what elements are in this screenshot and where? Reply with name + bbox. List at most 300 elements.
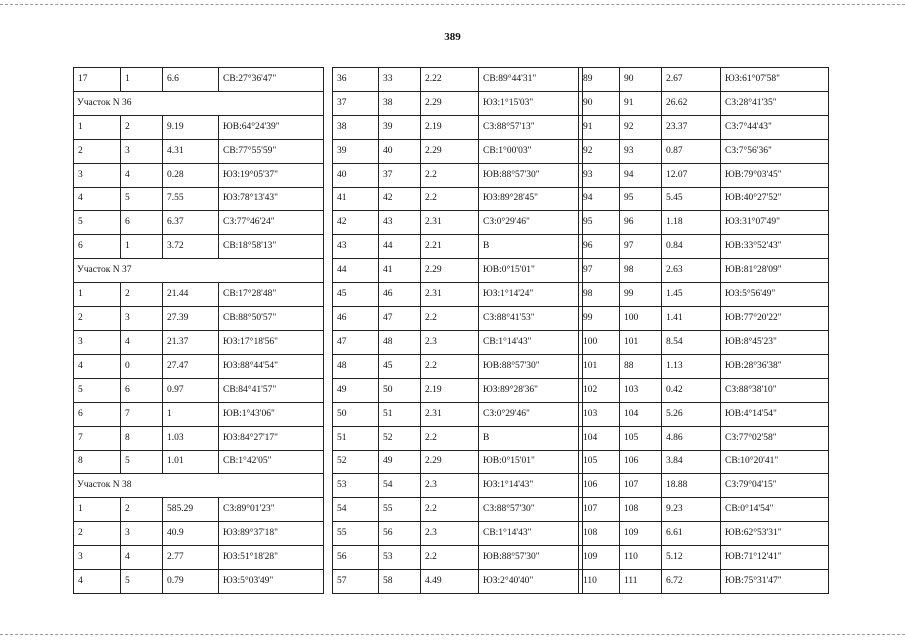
to-point-cell: 4 (121, 546, 163, 570)
bottom-edge-rule (0, 634, 905, 635)
to-point-cell: 106 (620, 450, 662, 474)
bearing-cell: ЮЗ:89°28'36" (479, 378, 583, 402)
length-cell: 27.47 (163, 354, 219, 378)
table-row (333, 498, 583, 522)
to-point-cell: 103 (620, 378, 662, 402)
to-point-cell: 6 (121, 378, 163, 402)
length-cell: 2.31 (421, 402, 479, 426)
bearing-cell: ЮЗ:31°07'49" (721, 211, 829, 235)
to-point-cell: 4 (121, 330, 163, 354)
bearing-cell: ЮВ:8°45'23" (721, 330, 829, 354)
to-point-cell: 101 (620, 330, 662, 354)
length-cell: 9.23 (662, 498, 721, 522)
bearing-cell: СЗ:88°57'13" (479, 115, 583, 139)
bearing-cell: ЮВ:4°14'54" (721, 402, 829, 426)
bearing-cell: ЮВ:71°12'41" (721, 546, 829, 570)
to-point-cell: 96 (620, 211, 662, 235)
length-cell: 23.37 (662, 115, 721, 139)
length-cell: 2.2 (421, 354, 479, 378)
from-point-cell: 106 (579, 474, 620, 498)
table-row (579, 570, 829, 594)
bearing-cell: ЮВ:88°57'30" (479, 354, 583, 378)
from-point-cell: 110 (579, 570, 620, 594)
from-point-cell: 103 (579, 402, 620, 426)
bearing-cell: ЮЗ:78°13'43" (219, 187, 324, 211)
length-cell: 1.18 (662, 211, 721, 235)
length-cell: 5.26 (662, 402, 721, 426)
from-point-cell: 97 (579, 259, 620, 283)
table-row (74, 546, 324, 570)
section-row (74, 259, 324, 283)
bearing-cell: ЮВ:0°15'01" (479, 259, 583, 283)
length-cell: 2.31 (421, 283, 479, 307)
from-point-cell: 47 (333, 330, 379, 354)
length-cell: 40.9 (163, 522, 219, 546)
length-cell: 6.61 (662, 522, 721, 546)
bearing-cell: СВ:1°42'05" (219, 450, 324, 474)
bearing-cell: ЮЗ:84°27'17" (219, 426, 324, 450)
table-row (579, 330, 829, 354)
length-cell: 0.87 (662, 139, 721, 163)
length-cell: 18.88 (662, 474, 721, 498)
table-row (333, 91, 583, 115)
bearing-cell: СВ:1°00'03" (479, 139, 583, 163)
from-point-cell: 42 (333, 211, 379, 235)
to-point-cell: 49 (379, 450, 421, 474)
from-point-cell: 38 (333, 115, 379, 139)
table-row (74, 498, 324, 522)
length-cell: 27.39 (163, 307, 219, 331)
from-point-cell: 94 (579, 187, 620, 211)
table-row (74, 330, 324, 354)
to-point-cell: 44 (379, 235, 421, 259)
table-row (333, 570, 583, 594)
to-point-cell: 94 (620, 163, 662, 187)
table-row (579, 115, 829, 139)
from-point-cell: 51 (333, 426, 379, 450)
to-point-cell: 92 (620, 115, 662, 139)
length-cell: 5.12 (662, 546, 721, 570)
bearing-cell: СВ:1°14'43" (479, 330, 583, 354)
from-point-cell: 57 (333, 570, 379, 594)
from-point-cell: 52 (333, 450, 379, 474)
table-row (579, 91, 829, 115)
from-point-cell: 56 (333, 546, 379, 570)
to-point-cell: 93 (620, 139, 662, 163)
length-cell: 7.55 (163, 187, 219, 211)
to-point-cell: 3 (121, 307, 163, 331)
to-point-cell: 110 (620, 546, 662, 570)
to-point-cell: 45 (379, 354, 421, 378)
to-point-cell: 33 (379, 68, 421, 92)
from-point-cell: 1 (74, 283, 121, 307)
to-point-cell: 105 (620, 426, 662, 450)
table-row (333, 163, 583, 187)
table-row (74, 187, 324, 211)
table-row (333, 426, 583, 450)
bearing-cell: СЗ:89°01'23" (219, 498, 324, 522)
bearing-cell: ЮВ:40°27'52" (721, 187, 829, 211)
table-row (74, 450, 324, 474)
from-point-cell: 104 (579, 426, 620, 450)
bearing-cell: ЮВ:64°24'39" (219, 115, 324, 139)
length-cell: 21.37 (163, 330, 219, 354)
length-cell: 6.72 (662, 570, 721, 594)
to-point-cell: 1 (121, 235, 163, 259)
from-point-cell: 99 (579, 307, 620, 331)
length-cell: 585.29 (163, 498, 219, 522)
bearing-cell: СВ:1°14'43" (479, 522, 583, 546)
to-point-cell: 107 (620, 474, 662, 498)
to-point-cell: 104 (620, 402, 662, 426)
to-point-cell: 98 (620, 259, 662, 283)
from-point-cell: 100 (579, 330, 620, 354)
to-point-cell: 46 (379, 283, 421, 307)
length-cell: 2.19 (421, 115, 479, 139)
length-cell: 2.29 (421, 139, 479, 163)
from-point-cell: 53 (333, 474, 379, 498)
table-row (74, 283, 324, 307)
bearing-cell: ЮВ:77°20'22" (721, 307, 829, 331)
bearing-cell: ЮВ:62°53'31" (721, 522, 829, 546)
to-point-cell: 38 (379, 91, 421, 115)
section-row (74, 474, 324, 498)
table-row (333, 378, 583, 402)
to-point-cell: 5 (121, 450, 163, 474)
bearing-cell: ЮЗ:89°28'45" (479, 187, 583, 211)
from-point-cell: 3 (74, 546, 121, 570)
from-point-cell: 17 (74, 68, 121, 92)
to-point-cell: 2 (121, 498, 163, 522)
table-row (333, 546, 583, 570)
to-point-cell: 50 (379, 378, 421, 402)
to-point-cell: 6 (121, 211, 163, 235)
from-point-cell: 2 (74, 307, 121, 331)
length-cell: 2.19 (421, 378, 479, 402)
length-cell: 2.2 (421, 163, 479, 187)
length-cell: 0.84 (662, 235, 721, 259)
bearing-cell: ЮЗ:61°07'58" (721, 68, 829, 92)
page-number: 389 (444, 31, 461, 43)
to-point-cell: 42 (379, 187, 421, 211)
bearing-cell: В (479, 235, 583, 259)
table-row (333, 307, 583, 331)
table-row (74, 522, 324, 546)
to-point-cell: 52 (379, 426, 421, 450)
table-row (74, 307, 324, 331)
table-row (74, 378, 324, 402)
table-row (74, 115, 324, 139)
length-cell: 9.19 (163, 115, 219, 139)
from-point-cell: 107 (579, 498, 620, 522)
to-point-cell: 3 (121, 139, 163, 163)
to-point-cell: 43 (379, 211, 421, 235)
length-cell: 1.01 (163, 450, 219, 474)
table-row (579, 522, 829, 546)
length-cell: 2.3 (421, 330, 479, 354)
bearing-cell: СВ:84°41'57" (219, 378, 324, 402)
to-point-cell: 99 (620, 283, 662, 307)
length-cell: 0.97 (163, 378, 219, 402)
bearing-cell: СЗ:88°38'10" (721, 378, 829, 402)
from-point-cell: 6 (74, 235, 121, 259)
from-point-cell: 50 (333, 402, 379, 426)
from-point-cell: 109 (579, 546, 620, 570)
bearing-cell: ЮЗ:1°14'43" (479, 474, 583, 498)
bearing-cell: СЗ:0°29'46" (479, 402, 583, 426)
to-point-cell: 47 (379, 307, 421, 331)
to-point-cell: 53 (379, 546, 421, 570)
length-cell: 3.84 (662, 450, 721, 474)
table-column-block-1 (73, 67, 323, 594)
table-row (333, 211, 583, 235)
to-point-cell: 100 (620, 307, 662, 331)
to-point-cell: 40 (379, 139, 421, 163)
to-point-cell: 3 (121, 522, 163, 546)
length-cell: 2.21 (421, 235, 479, 259)
bearing-cell: ЮВ:28°36'38" (721, 354, 829, 378)
table-row (74, 402, 324, 426)
length-cell: 8.54 (662, 330, 721, 354)
table-row (579, 450, 829, 474)
table-row (333, 68, 583, 92)
table-row (333, 474, 583, 498)
from-point-cell: 95 (579, 211, 620, 235)
bearing-cell: ЮВ:88°57'30" (479, 163, 583, 187)
from-point-cell: 55 (333, 522, 379, 546)
length-cell: 4.31 (163, 139, 219, 163)
from-point-cell: 48 (333, 354, 379, 378)
from-point-cell: 43 (333, 235, 379, 259)
bearing-cell: СЗ:0°29'46" (479, 211, 583, 235)
from-point-cell: 89 (579, 68, 620, 92)
length-cell: 2.2 (421, 546, 479, 570)
table-row (74, 163, 324, 187)
table-row (74, 354, 324, 378)
bearing-cell: ЮЗ:1°15'03" (479, 91, 583, 115)
from-point-cell: 96 (579, 235, 620, 259)
table-row (333, 450, 583, 474)
length-cell: 4.86 (662, 426, 721, 450)
table-row (333, 402, 583, 426)
table-row (74, 139, 324, 163)
table-row (579, 307, 829, 331)
table-row (579, 187, 829, 211)
length-cell: 21.44 (163, 283, 219, 307)
top-edge-rule (0, 4, 905, 5)
bearing-cell: СЗ:77°46'24" (219, 211, 324, 235)
table-row (333, 115, 583, 139)
length-cell: 2.77 (163, 546, 219, 570)
plot-section-header: Участок N 38 (74, 474, 324, 498)
table-row (333, 139, 583, 163)
bearing-cell: СВ:18°58'13" (219, 235, 324, 259)
length-cell: 2.29 (421, 450, 479, 474)
from-point-cell: 4 (74, 354, 121, 378)
bearing-cell: СВ:17°28'48" (219, 283, 324, 307)
length-cell: 2.2 (421, 307, 479, 331)
length-cell: 2.31 (421, 211, 479, 235)
from-point-cell: 5 (74, 211, 121, 235)
table-row (579, 283, 829, 307)
to-point-cell: 111 (620, 570, 662, 594)
to-point-cell: 7 (121, 402, 163, 426)
bearing-cell: СВ:10°20'41" (721, 450, 829, 474)
from-point-cell: 108 (579, 522, 620, 546)
bearing-cell: ЮЗ:17°18'56" (219, 330, 324, 354)
from-point-cell: 39 (333, 139, 379, 163)
table-row (333, 354, 583, 378)
table-row (579, 139, 829, 163)
length-cell: 6.37 (163, 211, 219, 235)
from-point-cell: 1 (74, 498, 121, 522)
from-point-cell: 102 (579, 378, 620, 402)
to-point-cell: 51 (379, 402, 421, 426)
from-point-cell: 7 (74, 426, 121, 450)
bearing-cell: СЗ:28°41'35" (721, 91, 829, 115)
table-row (579, 402, 829, 426)
to-point-cell: 88 (620, 354, 662, 378)
plot-section-header: Участок N 37 (74, 259, 324, 283)
length-cell: 2.29 (421, 259, 479, 283)
bearing-cell: ЮВ:1°43'06" (219, 402, 324, 426)
bearing-cell: СЗ:7°44'43" (721, 115, 829, 139)
to-point-cell: 109 (620, 522, 662, 546)
from-point-cell: 3 (74, 330, 121, 354)
bearing-cell: ЮЗ:88°44'54" (219, 354, 324, 378)
length-cell: 2.3 (421, 522, 479, 546)
length-cell: 1.13 (662, 354, 721, 378)
to-point-cell: 0 (121, 354, 163, 378)
table-block (332, 67, 583, 594)
table-column-block-3 (578, 67, 828, 594)
from-point-cell: 1 (74, 115, 121, 139)
survey-table (73, 67, 823, 594)
table-row (579, 259, 829, 283)
table-row (333, 330, 583, 354)
table-block (578, 67, 829, 594)
table-row (333, 522, 583, 546)
to-point-cell: 5 (121, 570, 163, 594)
length-cell: 2.63 (662, 259, 721, 283)
to-point-cell: 97 (620, 235, 662, 259)
length-cell: 1 (163, 402, 219, 426)
from-point-cell: 4 (74, 187, 121, 211)
bearing-cell: СЗ:77°02'58" (721, 426, 829, 450)
bearing-cell: ЮЗ:19°05'37" (219, 163, 324, 187)
from-point-cell: 105 (579, 450, 620, 474)
from-point-cell: 2 (74, 522, 121, 546)
length-cell: 2.2 (421, 187, 479, 211)
length-cell: 2.22 (421, 68, 479, 92)
from-point-cell: 8 (74, 450, 121, 474)
from-point-cell: 98 (579, 283, 620, 307)
bearing-cell: ЮЗ:1°14'24" (479, 283, 583, 307)
table-row (579, 235, 829, 259)
from-point-cell: 2 (74, 139, 121, 163)
bearing-cell: СЗ:7°56'36" (721, 139, 829, 163)
table-row (579, 163, 829, 187)
to-point-cell: 5 (121, 187, 163, 211)
table-row (579, 498, 829, 522)
table-row (579, 211, 829, 235)
from-point-cell: 41 (333, 187, 379, 211)
table-row (579, 354, 829, 378)
length-cell: 1.45 (662, 283, 721, 307)
to-point-cell: 91 (620, 91, 662, 115)
from-point-cell: 54 (333, 498, 379, 522)
bearing-cell: ЮЗ:2°40'40" (479, 570, 583, 594)
length-cell: 6.6 (163, 68, 219, 92)
bearing-cell: ЮЗ:51°18'28" (219, 546, 324, 570)
from-point-cell: 3 (74, 163, 121, 187)
bearing-cell: ЮВ:88°57'30" (479, 546, 583, 570)
to-point-cell: 1 (121, 68, 163, 92)
length-cell: 0.42 (662, 378, 721, 402)
from-point-cell: 37 (333, 91, 379, 115)
table-row (333, 259, 583, 283)
table-row (579, 546, 829, 570)
from-point-cell: 44 (333, 259, 379, 283)
to-point-cell: 56 (379, 522, 421, 546)
bearing-cell: СВ:77°55'59" (219, 139, 324, 163)
table-row (74, 211, 324, 235)
from-point-cell: 91 (579, 115, 620, 139)
table-row (333, 283, 583, 307)
section-row (74, 91, 324, 115)
to-point-cell: 41 (379, 259, 421, 283)
from-point-cell: 49 (333, 378, 379, 402)
from-point-cell: 4 (74, 570, 121, 594)
bearing-cell: ЮЗ:89°37'18" (219, 522, 324, 546)
bearing-cell: СВ:27°36'47" (219, 68, 324, 92)
to-point-cell: 95 (620, 187, 662, 211)
length-cell: 2.3 (421, 474, 479, 498)
length-cell: 1.41 (662, 307, 721, 331)
length-cell: 26.62 (662, 91, 721, 115)
to-point-cell: 37 (379, 163, 421, 187)
length-cell: 1.03 (163, 426, 219, 450)
bearing-cell: СЗ:88°41'53" (479, 307, 583, 331)
length-cell: 3.72 (163, 235, 219, 259)
table-row (74, 68, 324, 92)
length-cell: 4.49 (421, 570, 479, 594)
from-point-cell: 40 (333, 163, 379, 187)
length-cell: 2.2 (421, 426, 479, 450)
to-point-cell: 48 (379, 330, 421, 354)
from-point-cell: 36 (333, 68, 379, 92)
to-point-cell: 90 (620, 68, 662, 92)
bearing-cell: ЮЗ:5°03'49" (219, 570, 324, 594)
bearing-cell: ЮВ:81°28'09" (721, 259, 829, 283)
length-cell: 0.79 (163, 570, 219, 594)
to-point-cell: 4 (121, 163, 163, 187)
bearing-cell: В (479, 426, 583, 450)
from-point-cell: 90 (579, 91, 620, 115)
bearing-cell: ЮВ:75°31'47" (721, 570, 829, 594)
to-point-cell: 39 (379, 115, 421, 139)
from-point-cell: 6 (74, 402, 121, 426)
length-cell: 2.67 (662, 68, 721, 92)
length-cell: 2.29 (421, 91, 479, 115)
to-point-cell: 55 (379, 498, 421, 522)
table-row (579, 426, 829, 450)
table-row (74, 235, 324, 259)
bearing-cell: СЗ:79°04'15" (721, 474, 829, 498)
table-row (74, 426, 324, 450)
to-point-cell: 54 (379, 474, 421, 498)
bearing-cell: ЮВ:33°52'43" (721, 235, 829, 259)
